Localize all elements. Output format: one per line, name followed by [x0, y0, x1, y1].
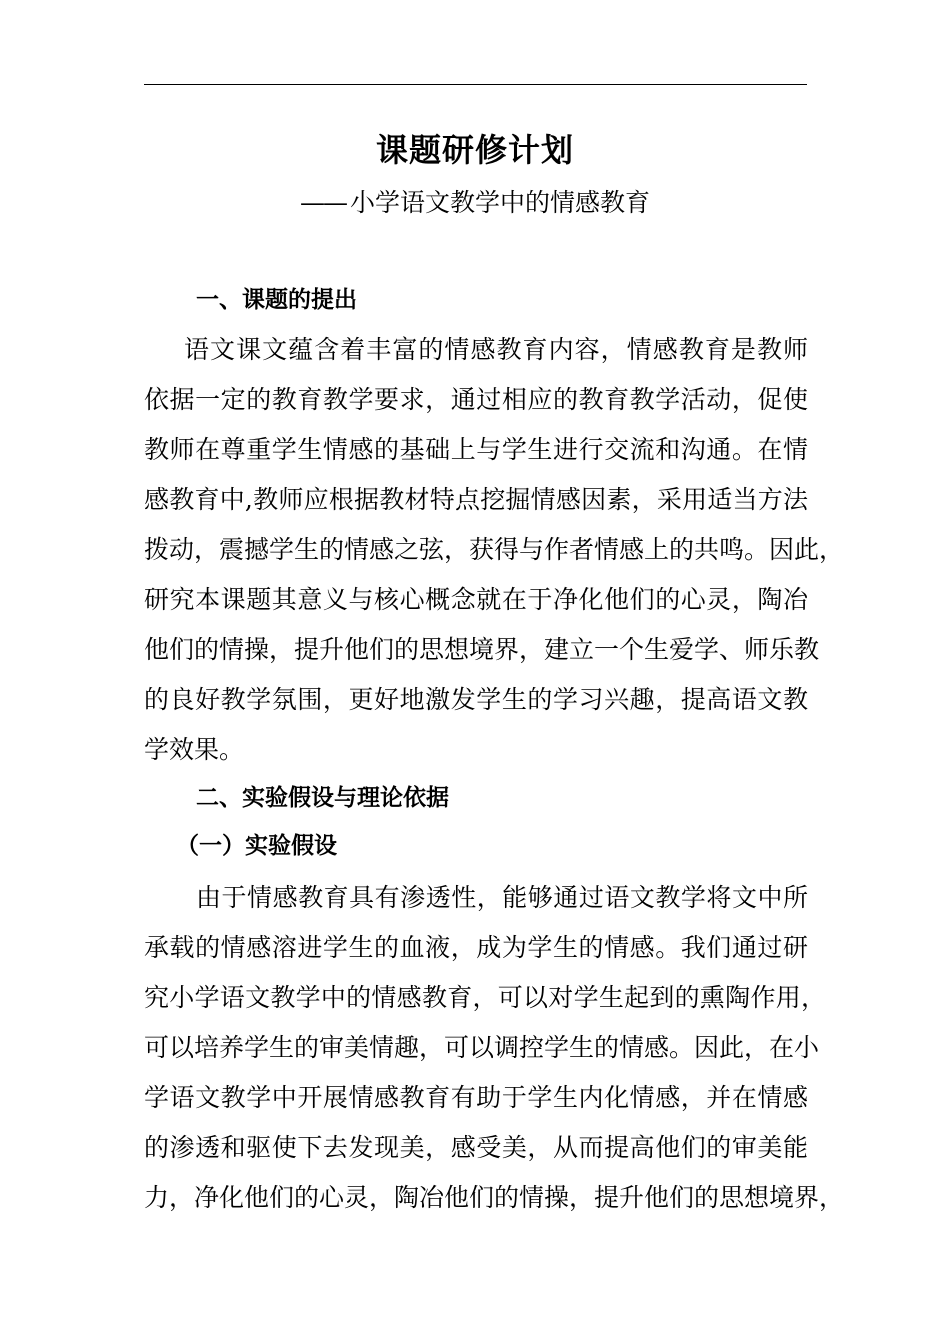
- paragraph-line: 拨动，震撼学生的情感之弦，获得与作者情感上的共鸣。因此，: [144, 535, 845, 564]
- paragraph-line: 研究本课题其意义与核心概念就在于净化他们的心灵，陶冶: [144, 585, 808, 614]
- subtitle-dash: ——: [299, 188, 346, 217]
- paragraph-line: 承载的情感溶进学生的血液，成为学生的情感。我们通过研: [144, 933, 808, 962]
- paragraph-line: 究小学语文教学中的情感教育，可以对学生起到的熏陶作用，: [144, 983, 826, 1012]
- document-title: 课题研修计划: [375, 131, 574, 169]
- paragraph-line: 感教育中,教师应根据教材特点挖掘情感因素，采用适当方法: [144, 485, 808, 514]
- paragraph-line: 的渗透和驱使下去发现美，感受美，从而提高他们的审美能: [144, 1133, 808, 1162]
- paragraph-line: 可以培养学生的审美情趣，可以调控学生的情感。因此，在小: [144, 1033, 820, 1062]
- document-subtitle: [0, 183, 950, 223]
- paragraph-line: 他们的情操，提升他们的思想境界，建立一个生爱学、师乐教: [144, 635, 820, 664]
- paragraph-line: 力，净化他们的心灵，陶冶他们的情操，提升他们的思想境界，: [144, 1183, 845, 1212]
- paragraph-line: 学效果。: [144, 735, 245, 764]
- section2-subheading: （一）实验假设: [176, 832, 337, 859]
- paragraph-line: 教师在尊重学生情感的基础上与学生进行交流和沟通。在情: [144, 435, 808, 464]
- paragraph-line: 语文课文蕴含着丰富的情感教育内容，情感教育是教师: [184, 335, 808, 364]
- header-rule: [144, 84, 807, 85]
- paragraph-line: 的良好教学氛围，更好地激发学生的学习兴趣，提高语文教: [144, 685, 808, 714]
- section1-heading: 一、课题的提出: [196, 286, 357, 313]
- section2-heading: 二、实验假设与理论依据: [196, 784, 449, 811]
- subtitle-text: 小学语文教学中的情感教育: [349, 188, 650, 217]
- paragraph-line: 学语文教学中开展情感教育有助于学生内化情感，并在情感: [144, 1083, 808, 1112]
- paragraph-line: 依据一定的教育教学要求，通过相应的教育教学活动，促使: [144, 385, 808, 414]
- paragraph-line: 由于情感教育具有渗透性，能够通过语文教学将文中所: [196, 883, 808, 912]
- section2-paragraph: [144, 873, 844, 1223]
- section1-paragraph: [144, 325, 844, 775]
